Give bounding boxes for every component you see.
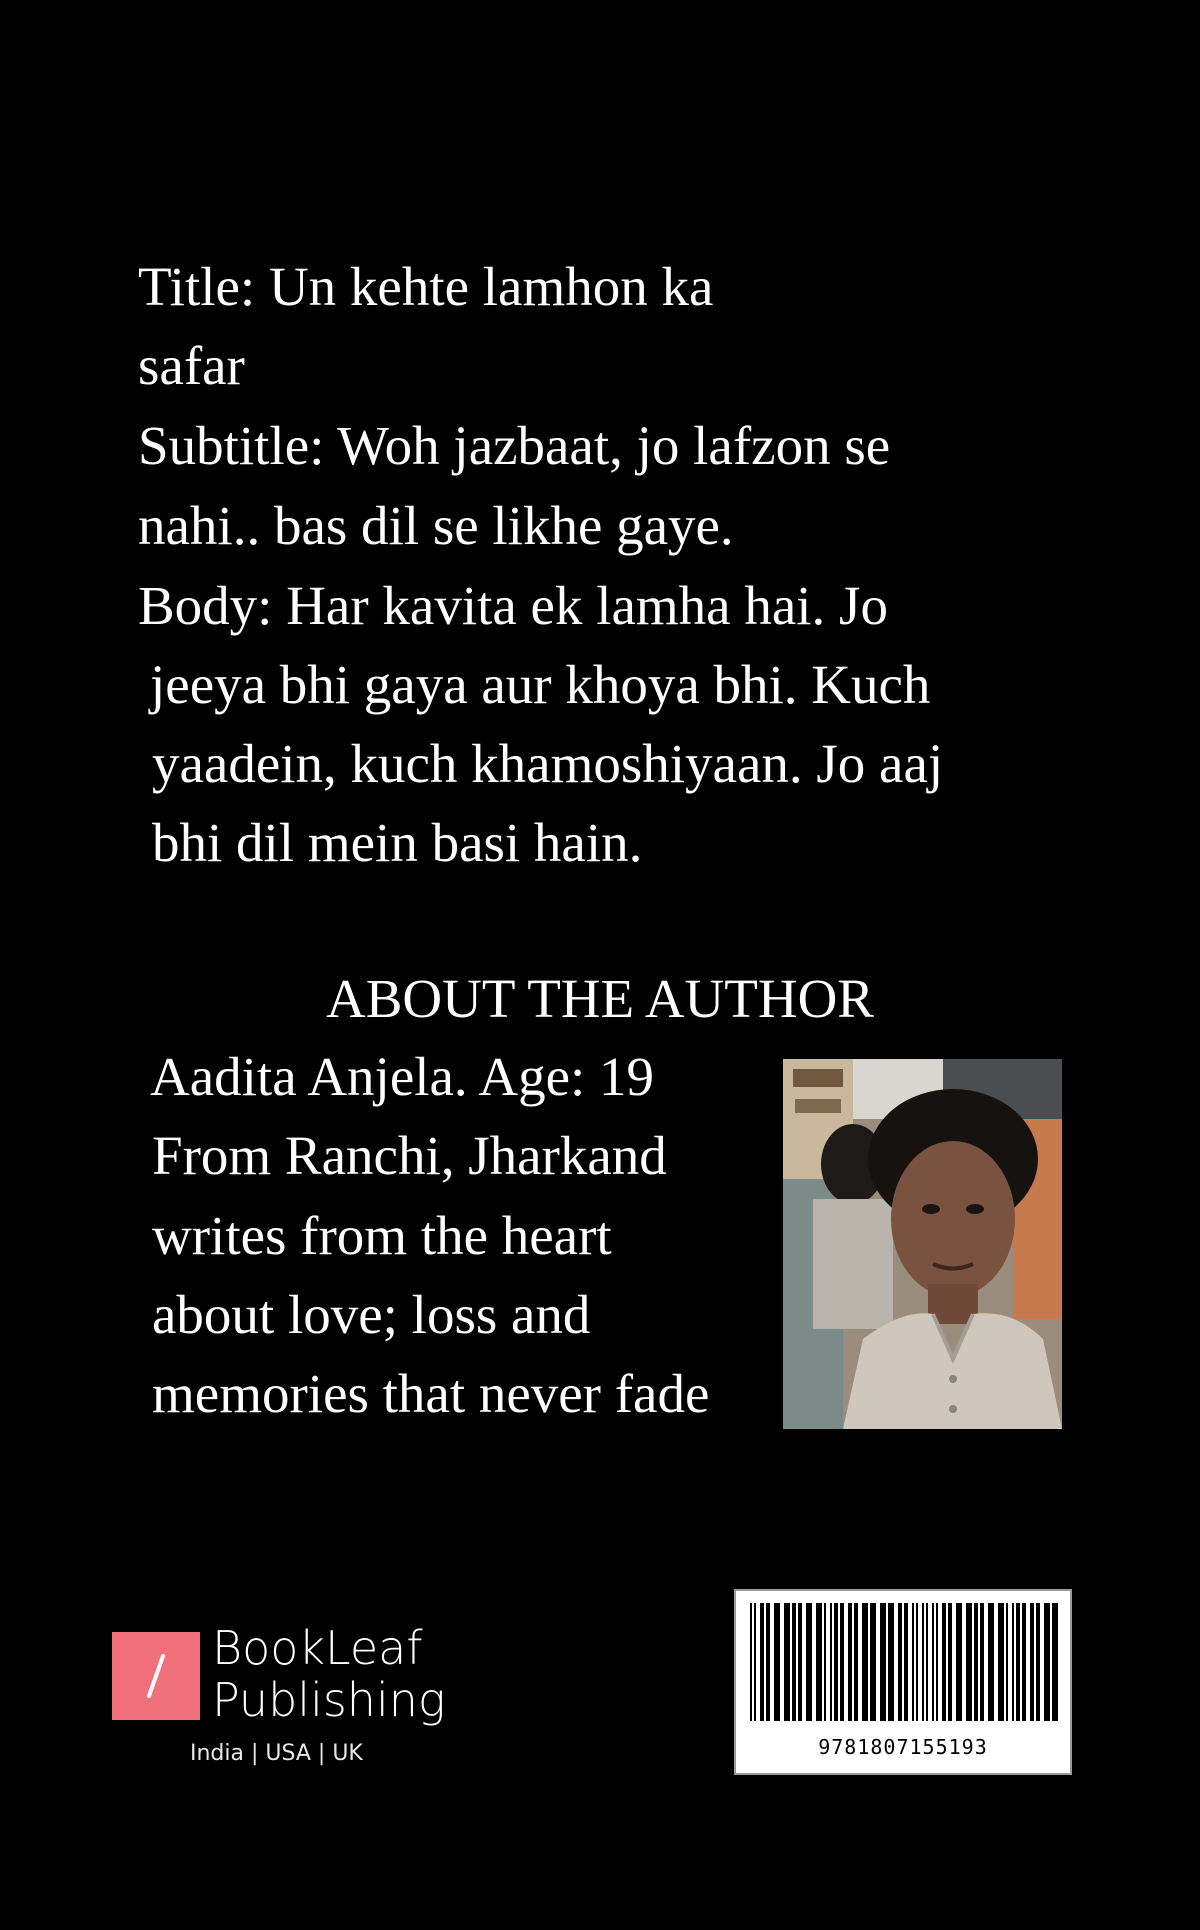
barcode-bar [932,1603,934,1721]
barcode-bar [888,1603,894,1721]
barcode-bar [956,1603,962,1721]
publisher-logo-mark [112,1632,200,1720]
blurb-subtitle-line-2: nahi.. bas dil se likhe gaye. [138,495,734,556]
blurb-subtitle-line: Subtitle: Woh jazbaat, jo lafzon se [138,415,891,476]
barcode-bar [1012,1603,1014,1721]
blurb-body-line-2: jeeya bhi gaya aur khoya bhi. Kuch [150,654,931,715]
barcode-bar [834,1603,838,1721]
slash-icon [112,1632,200,1720]
barcode-bar [948,1603,952,1721]
barcode-bar [1006,1603,1008,1721]
barcode-bar [1044,1603,1050,1721]
barcode-bar [926,1603,928,1721]
barcode-bar [974,1603,978,1721]
author-bio-line: about love; loss and [152,1284,591,1345]
author-bio-line: From Ranchi, Jharkand [152,1125,667,1186]
barcode-bar [870,1603,876,1721]
barcode-bar [1036,1603,1040,1721]
barcode-bar [912,1603,914,1721]
barcode-bar [966,1603,972,1721]
barcode-bar [998,1603,1004,1721]
barcode-bar [806,1603,812,1721]
barcode-bar [774,1603,780,1721]
barcode-bar [916,1603,918,1721]
barcode-bar [766,1603,770,1721]
barcode-bar [750,1603,752,1721]
author-bio-line: Aadita Anjela. Age: 19 [150,1046,655,1107]
barcode-bar [988,1603,994,1721]
barcode-bar [942,1603,946,1721]
barcode-bar [980,1603,984,1721]
author-photo [783,1059,1062,1429]
barcode-bar [1022,1603,1026,1721]
author-bio-line: writes from the heart [152,1205,612,1266]
barcode-bar [898,1603,902,1721]
barcode-bar [816,1603,822,1721]
isbn-barcode [734,1589,1072,1775]
publisher-name-line1: BookLeaf [212,1621,423,1675]
publisher-name-line2: Publishing [212,1673,446,1727]
barcode-bar [1052,1603,1058,1721]
barcode-bar [754,1603,756,1721]
barcode-bars [736,1591,1070,1731]
barcode-bar [1016,1603,1020,1721]
barcode-bar [792,1603,796,1721]
barcode-bar [904,1603,908,1721]
barcode-bar [854,1603,858,1721]
blurb-body-line-3: yaadein, kuch khamoshiyaan. Jo aaj [152,733,944,794]
blurb-body-line-4: bhi dil mein basi hain. [152,812,643,873]
blurb-body-line: Body: Har kavita ek lamha hai. Jo [138,575,888,636]
barcode-bar [784,1603,790,1721]
barcode-bar [830,1603,832,1721]
publisher-regions: India | USA | UK [190,1741,363,1766]
barcode-bar [760,1603,764,1721]
barcode-bar [922,1603,924,1721]
barcode-bar [840,1603,844,1721]
blurb-title-line: Title: Un kehte lamhon ka [138,256,714,317]
blurb-title-line-2: safar [138,335,245,396]
barcode-bar [936,1603,938,1721]
barcode-bar [824,1603,826,1721]
barcode-bar [880,1603,886,1721]
barcode-bar [848,1603,852,1721]
about-author-heading: ABOUT THE AUTHOR [326,968,874,1029]
isbn-number: 9781807155193 [818,1735,988,1759]
author-bio-line: memories that never fade [152,1363,710,1424]
barcode-bar [798,1603,802,1721]
barcode-bar [1030,1603,1034,1721]
barcode-bar [862,1603,868,1721]
